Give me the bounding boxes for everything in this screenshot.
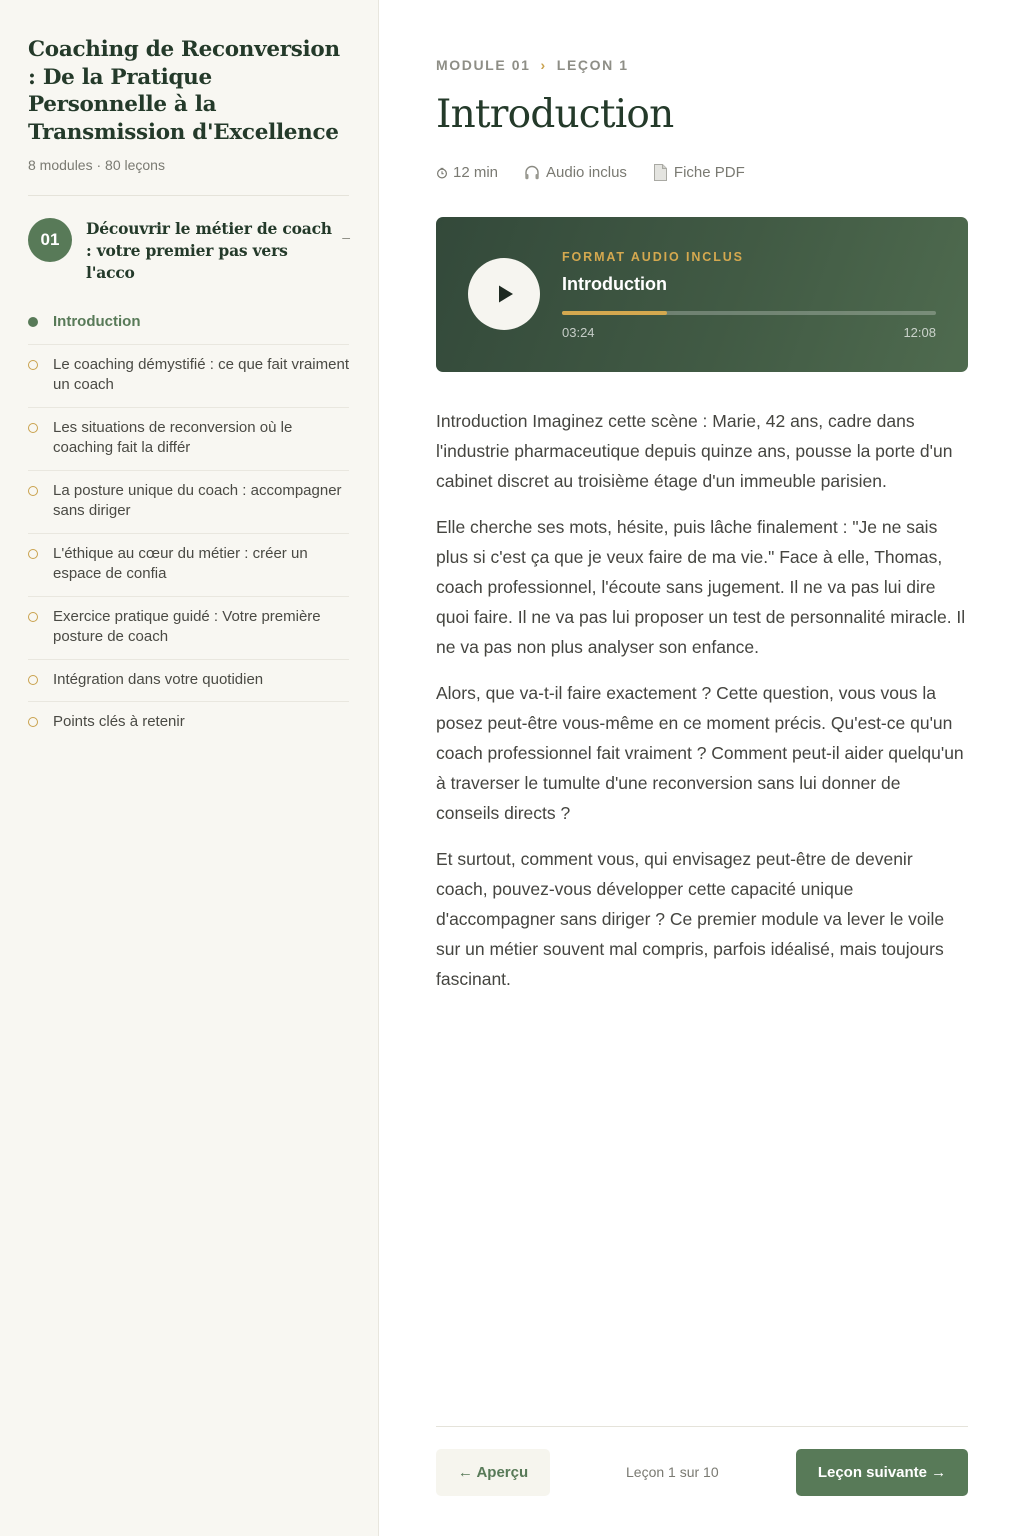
footer-divider [436, 1426, 968, 1427]
module-title: Découvrir le métier de coach : votre premier pas vers l'acco [86, 219, 332, 282]
current-time: 03:24 [562, 325, 595, 340]
lesson-item[interactable] [28, 408, 349, 471]
breadcrumb-separator-icon: › [540, 57, 547, 73]
lesson-item[interactable] [28, 660, 349, 703]
module-header[interactable] [28, 218, 349, 284]
audio-text: Audio inclus [546, 164, 627, 181]
lesson-label: Exercice pratique guidé : Votre première posture de coach [53, 607, 321, 645]
play-button[interactable] [468, 258, 540, 330]
lesson-meta [436, 163, 770, 182]
collapse-icon[interactable]: – [342, 229, 350, 245]
lesson-content [436, 0, 968, 1536]
body-paragraph: Et surtout, comment vous, qui envisagez peut-être de devenir coach, pouvez-vous développer cette capacité unique d'accompagner sans diriger ? Ce premier module va lever le voile sur un métier souvent mal compris, parfois idéalisé, mais toujours fascinant. [436, 849, 945, 989]
next-lesson-button[interactable]: Leçon suivante → [796, 1449, 968, 1496]
lesson-label: L'éthique au cœur du métier : créer un espace de confia [53, 544, 308, 582]
lesson-status-dot-icon [28, 717, 38, 727]
audio-format-label: FORMAT AUDIO INCLUS [562, 250, 744, 264]
document-icon [652, 163, 669, 182]
sidebar-divider [28, 195, 349, 196]
lesson-item[interactable] [28, 345, 349, 408]
audio-progress-fill [562, 311, 667, 315]
breadcrumb [436, 57, 629, 73]
headphones-icon [523, 164, 541, 182]
lesson-status-dot-icon [28, 423, 38, 433]
lesson-label: Le coaching démystifié : ce que fait vraiment un coach [53, 355, 349, 393]
lesson-label: La posture unique du coach : accompagner sans diriger [53, 481, 342, 519]
audio-title: Introduction [562, 274, 667, 294]
duration-text: 12 min [453, 164, 499, 181]
lesson-item[interactable] [28, 302, 349, 345]
audio-meta [523, 164, 627, 182]
duration-meta [436, 164, 498, 181]
lesson-label: Intégration dans votre quotidien [53, 670, 264, 688]
lesson-label: Introduction [53, 313, 141, 330]
lesson-status-dot-icon [28, 675, 38, 685]
pdf-meta[interactable] [652, 163, 745, 182]
lesson-status-dot-icon [28, 612, 38, 622]
lesson-label: Les situations de reconversion où le coaching fait la différ [53, 418, 293, 456]
lesson-item[interactable] [28, 597, 349, 660]
course-title: Coaching de Reconversion : De la Pratique Personnelle à la Transmission d'Excellence [28, 37, 340, 145]
lesson-item[interactable] [28, 702, 349, 744]
lesson-item[interactable] [28, 471, 349, 534]
lesson-status-dot-icon [28, 486, 38, 496]
lesson-status-dot-icon [28, 549, 38, 559]
clock-icon [436, 167, 448, 179]
lesson-item[interactable] [28, 534, 349, 597]
body-paragraph: Introduction Imaginez cette scène : Marie, 42 ans, cadre dans l'industrie pharmaceutique depuis quinze ans, pousse la porte d'un cabinet discret au troisième étage d'un immeuble parisien. [436, 411, 953, 491]
body-paragraph: Elle cherche ses mots, hésite, puis lâche finalement : "Je ne sais plus si c'est ça que je veux faire de ma vie." Face à elle, Thomas, coach professionnel, l'écoute sans jugement. Il ne va pas lui dire quoi faire. Il ne va pas lui proposer un test de personnalité miracle. Il ne va pas non plus analyser son enfance. [436, 517, 966, 657]
total-time: 12:08 [903, 325, 936, 340]
lesson-page-indicator: Leçon 1 sur 10 [626, 1464, 719, 1480]
audio-player [436, 217, 968, 372]
course-meta: 8 modules · 80 leçons [28, 157, 165, 173]
lesson-status-dot-icon [28, 360, 38, 370]
page-title: Introduction [436, 92, 674, 137]
lesson-status-dot-icon [28, 317, 38, 327]
lesson-list [28, 302, 349, 744]
body-paragraph: Alors, que va-t-il faire exactement ? Cette question, vous vous la posez peut-être vous-même en ce moment précis. Qu'est-ce qu'un coach professionnel fait vraiment ? Comment peut-il aider quelqu'un à traverser le tumulte d'une reconversion sans lui donner de conseils directs ? [436, 683, 964, 823]
breadcrumb-module[interactable]: MODULE 01 [436, 57, 531, 73]
lesson-label: Points clés à retenir [53, 713, 185, 730]
previous-button[interactable]: ← Aperçu [436, 1449, 550, 1496]
course-sidebar [0, 0, 379, 1536]
module-number-badge: 01 [28, 218, 72, 262]
breadcrumb-lesson: LEÇON 1 [556, 57, 629, 73]
audio-progress-bar[interactable] [562, 311, 936, 315]
pdf-text[interactable]: Fiche PDF [673, 164, 745, 181]
lesson-body [436, 407, 968, 1011]
play-icon [491, 281, 517, 307]
